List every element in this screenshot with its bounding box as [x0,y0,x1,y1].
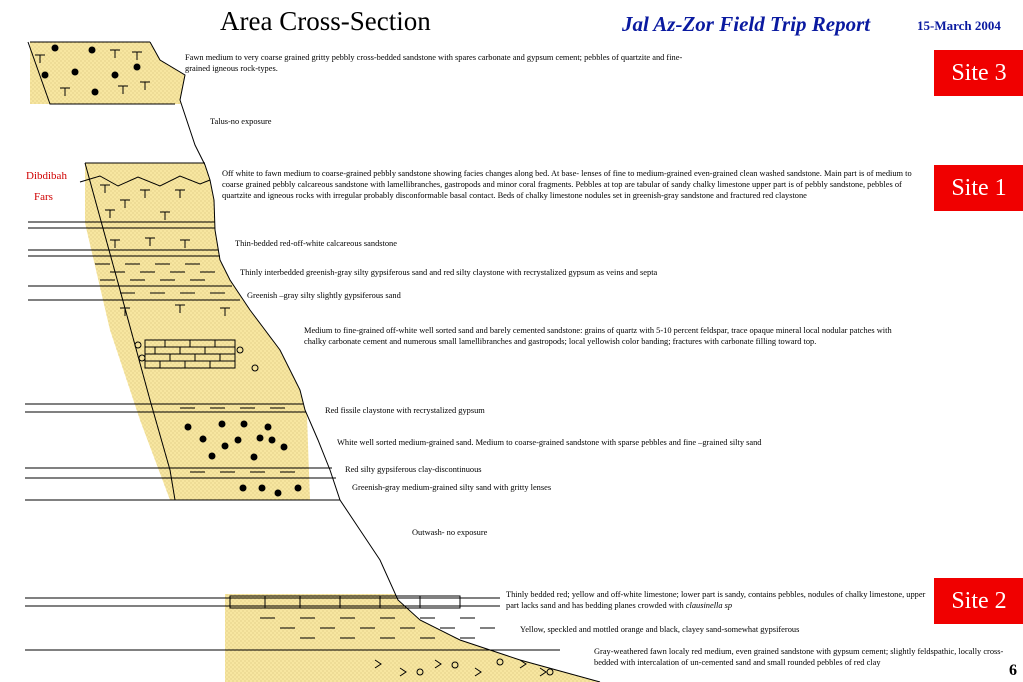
unit-desc-8: Red fissile claystone with recrystalized gypsum [325,406,485,415]
unit-desc-11: Greenish-gray medium-grained silty sand with gritty lenses [352,483,552,492]
fossil-name: clausinella sp [685,601,733,610]
formation-dibdibah: Dibdibah [26,170,67,182]
strata-fills [30,42,625,682]
unit-desc-9: White well sorted medium-grained sand. Medium to coarse-grained sandstone with sparse pebbles and fine –grained silty sand [337,438,762,447]
formation-fars: Fars [34,191,53,203]
page-number: 6 [1009,662,1017,679]
unit-desc-13-text: Thinly bedded red; yellow and off-white limestone; lower part is sandy, contains pebbles, nodules of chalky limestone, upper part lacks sand and has bedding planes crowded with [506,590,926,610]
unit-desc-2: Talus-no exposure [210,117,272,126]
report-title: Jal Az-Zor Field Trip Report [622,12,871,36]
unit-desc-14: Yellow, speckled and mottled orange and black, clayey sand-somewhat gypsiferous [520,625,800,634]
report-date: 15-March 2004 [917,18,1001,33]
unit-desc-3: Off white to fawn medium to coarse-grained pebbly sandstone showing facies changes along bed. At base- lenses of fine to medium-grained even-grained clean washed sandstone. Main part is of medium to coarse grained pebbly calcareous sandstone with lamellibranches, gastropods and minor coral fragments. Pebbles at top are tabular of sandy chalky limestone upper part is of pebbly sandstone, pebbles of quartzite and igneous rocks with irregular probably disconformable basal contact. Beds of chalky limestone nodules set in greenish-gray sandstone and fractured red claystone [222,169,912,200]
page-title: Area Cross-Section [220,6,431,36]
unit-desc-10: Red silty gypsiferous clay-discontinuous [345,465,482,474]
site-3-label: Site 3 [934,50,1023,96]
unit-desc-12: Outwash- no exposure [412,528,488,537]
unit-desc-15: Gray-weathered fawn localy red medium, even grained sandstone with gypsum cement; slightly feldspathic, locally cross-bedded with intercalation of un-cemented sand and small rounded pebbles of red clay [594,647,1004,667]
unit-desc-13 [506,589,926,611]
unit-desc-1: Fawn medium to very coarse grained gritty pebbly cross-bedded sandstone with spares carbonate and gypsum cement; pebbles of quartzite and fine-grained igneous rock-types. [185,53,683,73]
unit-desc-6: Greenish –gray silty slightly gypsiferous sand [247,291,401,300]
unit-desc-4: Thin-bedded red-off-white calcareous sandstone [235,239,397,248]
unit-desc-7: Medium to fine-grained off-white well sorted sand and barely cemented sandstone: grains of quartz with 5-10 percent feldspar, trace opaque mineral local nodular patches with chalky carbonate cement and numerous small lamellibranches and gastropods; local yellowish color banding; fractures with carbonate filling toward top. [304,326,892,346]
site-2-label: Site 2 [934,578,1023,624]
unit-desc-5: Thinly interbedded greenish-gray silty gypsiferous sand and red silty claystone with recrystalized gypsum as veins and septa [240,268,658,277]
site-1-label: Site 1 [934,165,1023,211]
